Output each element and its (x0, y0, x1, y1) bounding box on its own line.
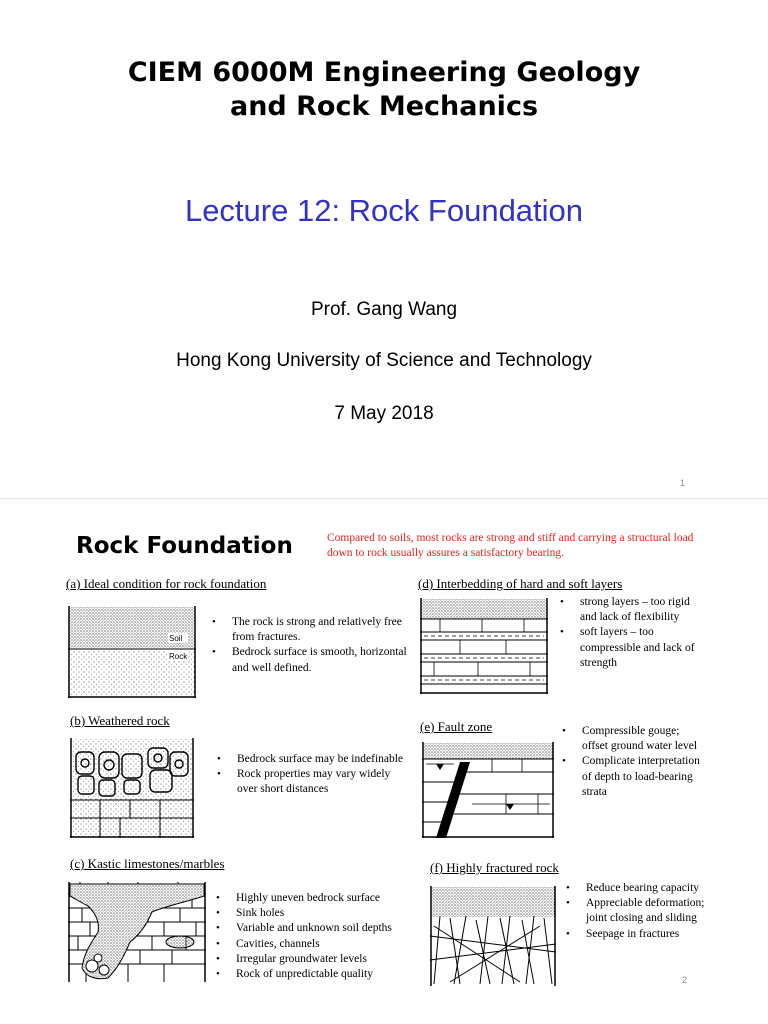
course-title-line-2: and Rock Mechanics (229, 91, 539, 122)
bullets-e (558, 724, 708, 800)
bullets-b (213, 752, 413, 798)
author-name: Prof. Gang Wang (310, 299, 458, 320)
bullets-f (562, 881, 712, 942)
caption-a: (a) Ideal condition for rock foundation (66, 576, 267, 591)
figure-ideal-rock (68, 606, 196, 698)
affiliation: Hong Kong University of Science and Technology (176, 350, 592, 371)
bullets-d (556, 595, 696, 671)
bullet-b-1: • Bedrock surface may be indefinable (213, 752, 413, 767)
intro-note: Compared to soils, most rocks are strong and stiff and carrying a structural load down to rock usually assures a satisfactory bearing. (327, 532, 694, 559)
bullet-e-2: • Complicate interpretation of depth to load-bearing strata (558, 754, 708, 800)
figure-weathered-rock (70, 738, 194, 838)
bullet-b-2: • Rock properties may vary widely over short distances (213, 767, 413, 797)
figure-karst-limestone (68, 882, 206, 982)
caption-f: (f) Highly fractured rock (430, 860, 559, 875)
figure-fault-zone (422, 742, 554, 838)
bullet-c-3: • Variable and unknown soil depths (212, 921, 422, 936)
figure-fractured-rock (430, 886, 556, 986)
bullet-f-3: • Seepage in fractures (562, 927, 712, 942)
course-title-line-1: CIEM 6000M Engineering Geology (127, 57, 641, 88)
soil-label: Soil (169, 634, 183, 643)
bullet-c-4: • Cavities, channels (212, 937, 422, 952)
bullet-a-2: • Bedrock surface is smooth, horizontal and well defined. (208, 645, 408, 675)
page-divider (0, 498, 768, 499)
figure-interbedding (420, 598, 548, 694)
cavity (166, 936, 194, 948)
bullet-f-2: • Appreciable deformation; joint closing and sliding (562, 896, 712, 926)
lecture-title: Lecture 12: Rock Foundation (184, 193, 584, 228)
caption-b: (b) Weathered rock (70, 713, 170, 728)
lecture-date: 7 May 2018 (334, 403, 434, 424)
bullets-a (208, 615, 408, 676)
bullet-d-1: • strong layers – too rigid and lack of flexibility (556, 595, 696, 625)
bullet-f-1: • Reduce bearing capacity (562, 881, 712, 896)
bullet-c-2: • Sink holes (212, 906, 422, 921)
fractures (430, 916, 556, 984)
rock-label: Rock (169, 652, 188, 661)
top-soil (423, 743, 553, 759)
course-title (0, 56, 768, 124)
bullet-e-1: • Compressible gouge; offset ground water level (558, 724, 708, 754)
bullet-d-2: • soft layers – too compressible and lack of strength (556, 625, 696, 671)
top-soil (431, 887, 555, 917)
top-soil (421, 599, 547, 619)
bullet-c-1: • Highly uneven bedrock surface (212, 891, 422, 906)
bullet-c-6: • Rock of unpredictable quality (212, 967, 422, 982)
slide-title: Rock Foundation (76, 533, 293, 559)
page-number-2: 2 (682, 975, 688, 985)
caption-c: (c) Kastic limestones/marbles (70, 856, 225, 871)
bullet-c-5: • Irregular groundwater levels (212, 952, 422, 967)
page-number-1: 1 (680, 478, 686, 488)
caption-e: (e) Fault zone (420, 719, 493, 734)
bullets-c (212, 891, 422, 982)
bullet-a-1: • The rock is strong and relatively free from fractures. (208, 615, 408, 645)
caption-d: (d) Interbedding of hard and soft layers (418, 576, 623, 591)
